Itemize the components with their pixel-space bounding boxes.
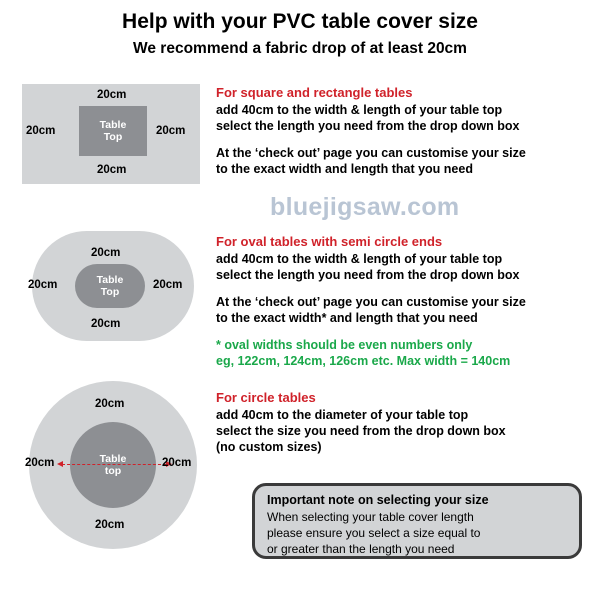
square-line-2: select the length you need from the drop down box — [216, 119, 520, 133]
important-note-line-1: When selecting your table cover length — [267, 510, 474, 524]
spacer — [216, 326, 594, 337]
circle-tabletop-label-line2: top — [104, 465, 122, 477]
oval-dim-left: 20cm — [28, 279, 58, 291]
circle-dim-top: 20cm — [95, 398, 125, 410]
square-tabletop-shape — [79, 106, 147, 156]
oval-checkout-line-2: to the exact width* and length that you need — [216, 311, 478, 325]
square-dim-bottom: 20cm — [97, 164, 127, 176]
square-tabletop-label-line2: Top — [103, 131, 123, 143]
square-dim-left: 20cm — [26, 125, 56, 137]
square-text-block — [216, 85, 594, 177]
watermark-text: bluejigsaw.com — [270, 193, 460, 221]
circle-arrow-left-icon — [57, 461, 63, 467]
oval-dim-top: 20cm — [91, 247, 121, 259]
square-heading: For square and rectangle tables — [216, 85, 413, 100]
square-checkout-line-1: At the ‘check out’ page you can customise your size — [216, 146, 526, 160]
oval-line-1: add 40cm to the width & length of your table top — [216, 252, 503, 266]
oval-text-block — [216, 234, 594, 369]
oval-note-line-2: eg, 122cm, 124cm, 126cm etc. Max width = 140cm — [216, 354, 511, 368]
square-checkout-line-2: to the exact width and length that you need — [216, 162, 473, 176]
circle-heading: For circle tables — [216, 390, 316, 405]
important-note-line-3: or greater than the length you need — [267, 542, 455, 556]
important-note-title: Important note on selecting your size — [267, 493, 489, 507]
page-subtitle: We recommend a fabric drop of at least 20cm — [133, 40, 467, 57]
square-dim-right: 20cm — [156, 125, 186, 137]
square-line-1: add 40cm to the width & length of your table top — [216, 103, 503, 117]
circle-dim-bottom: 20cm — [95, 519, 125, 531]
square-dim-top: 20cm — [97, 89, 127, 101]
circle-dim-right: 20cm — [162, 457, 192, 469]
spacer — [216, 134, 594, 145]
circle-tabletop-label-line1: Table — [99, 453, 127, 465]
circle-line-1: add 40cm to the diameter of your table top — [216, 408, 469, 422]
spacer — [216, 283, 594, 294]
circle-line-2: select the size you need from the drop down box — [216, 424, 506, 438]
important-note-box — [252, 483, 582, 559]
oval-dim-right: 20cm — [153, 279, 183, 291]
oval-dim-bottom: 20cm — [91, 318, 121, 330]
oval-note-line-1: * oval widths should be even numbers only — [216, 338, 473, 352]
circle-line-3: (no custom sizes) — [216, 440, 322, 454]
oval-tabletop-shape — [75, 264, 145, 308]
oval-heading: For oval tables with semi circle ends — [216, 234, 443, 249]
circle-text-block — [216, 390, 594, 455]
page-title: Help with your PVC table cover size — [122, 10, 478, 33]
square-tabletop-label-line1: Table — [99, 119, 127, 131]
circle-dim-left: 20cm — [25, 457, 55, 469]
oval-line-2: select the length you need from the drop down box — [216, 268, 520, 282]
circle-diameter-dashed-line — [62, 464, 166, 465]
oval-tabletop-label-line1: Table — [96, 274, 124, 286]
important-note-line-2: please ensure you select a size equal to — [267, 526, 481, 540]
circle-tabletop-shape — [70, 422, 156, 508]
oval-checkout-line-1: At the ‘check out’ page you can customise your size — [216, 295, 526, 309]
oval-tabletop-label-line2: Top — [100, 286, 120, 298]
